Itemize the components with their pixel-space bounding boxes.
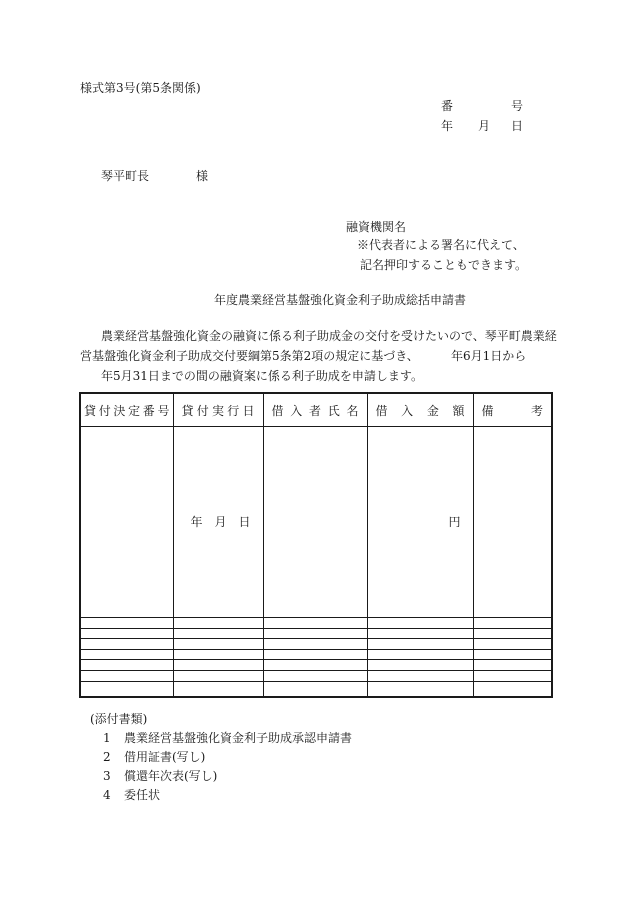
date-month-label: 月 <box>478 119 491 133</box>
attachment-number: 3 <box>103 769 111 783</box>
header-char: 額 <box>452 403 465 418</box>
form-number: 様式第3号(第5条関係) <box>80 81 201 95</box>
cell-execution-date[interactable] <box>173 617 263 628</box>
cell-decision-number[interactable] <box>80 681 173 697</box>
cell-execution-date[interactable] <box>173 660 263 671</box>
attachment-text: 農業経営基盤強化資金利子助成承認申請書 <box>124 731 353 745</box>
header-char: 者 <box>308 403 321 418</box>
cell-loan-amount[interactable] <box>367 427 473 618</box>
attachment-number: 2 <box>103 750 111 764</box>
table-row <box>80 670 552 681</box>
institution-label: 融資機関名 <box>346 220 407 234</box>
document-number-label: 番 <box>441 99 454 113</box>
header-char: 号 <box>157 403 170 418</box>
attachment-item <box>103 787 160 803</box>
header-char: 実 <box>211 403 224 418</box>
header-loan-decision-number <box>80 393 173 427</box>
header-char: 金 <box>426 403 439 418</box>
cell-decision-number[interactable] <box>80 670 173 681</box>
cell-remarks[interactable] <box>473 681 552 697</box>
cell-loan-amount[interactable] <box>367 649 473 660</box>
cell-execution-date[interactable] <box>173 649 263 660</box>
date-year-unit: 年 <box>190 515 203 530</box>
cell-remarks[interactable] <box>473 628 552 639</box>
table-row <box>80 660 552 671</box>
header-char: 日 <box>242 403 255 418</box>
table-row <box>80 628 552 639</box>
cell-borrower-name[interactable] <box>263 427 367 618</box>
attachment-text: 償還年次表(写し) <box>124 769 218 783</box>
cell-decision-number[interactable] <box>80 639 173 650</box>
attachment-number: 4 <box>103 788 111 802</box>
header-char: 名 <box>346 403 359 418</box>
cell-execution-date[interactable] <box>173 427 263 618</box>
cell-borrower-name[interactable] <box>263 660 367 671</box>
attachment-text: 委任状 <box>124 788 161 802</box>
header-char: 貸 <box>84 403 97 418</box>
cell-execution-date[interactable] <box>173 681 263 697</box>
header-char: 定 <box>128 403 141 418</box>
cell-decision-number[interactable] <box>80 649 173 660</box>
cell-decision-number[interactable] <box>80 628 173 639</box>
header-loan-execution-date <box>173 393 263 427</box>
cell-decision-number[interactable] <box>80 660 173 671</box>
cell-remarks[interactable] <box>473 670 552 681</box>
table-row <box>80 649 552 660</box>
cell-borrower-name[interactable] <box>263 617 367 628</box>
attachment-text: 借用証書(写し) <box>124 750 206 764</box>
table-row <box>80 427 552 618</box>
addressee-honorific: 様 <box>196 169 209 183</box>
signature-note-line2: 記名押印することもできます。 <box>360 258 528 272</box>
header-loan-amount <box>367 393 473 427</box>
body-line-3: 年5月31日までの間の融資案に係る利子助成を申請します。 <box>101 369 423 383</box>
header-char: 貸 <box>181 403 194 418</box>
application-table <box>79 392 553 698</box>
cell-execution-date[interactable] <box>173 639 263 650</box>
cell-decision-number[interactable] <box>80 427 173 618</box>
cell-loan-amount[interactable] <box>367 628 473 639</box>
header-char: 借 <box>271 403 284 418</box>
header-char: 付 <box>98 403 111 418</box>
cell-loan-amount[interactable] <box>367 639 473 650</box>
cell-execution-date[interactable] <box>173 670 263 681</box>
document-number-suffix: 号 <box>511 99 524 113</box>
cell-borrower-name[interactable] <box>263 649 367 660</box>
header-char: 借 <box>375 403 388 418</box>
table-row <box>80 639 552 650</box>
cell-remarks[interactable] <box>473 649 552 660</box>
header-char: 氏 <box>327 403 340 418</box>
cell-borrower-name[interactable] <box>263 681 367 697</box>
attachment-number: 1 <box>103 731 111 745</box>
header-char: 考 <box>530 403 543 418</box>
addressee-name: 琴平町長 <box>101 169 150 183</box>
date-year-label: 年 <box>441 119 454 133</box>
cell-borrower-name[interactable] <box>263 670 367 681</box>
table-header-row <box>80 393 552 427</box>
cell-decision-number[interactable] <box>80 617 173 628</box>
cell-remarks[interactable] <box>473 660 552 671</box>
signature-note-line1: ※代表者による署名に代えて、 <box>357 238 525 252</box>
cell-loan-amount[interactable] <box>367 617 473 628</box>
attachment-item <box>103 730 352 746</box>
cell-loan-amount[interactable] <box>367 670 473 681</box>
cell-remarks[interactable] <box>473 639 552 650</box>
body-line-1: 農業経営基盤強化資金の融資に係る利子助成金の交付を受けたいので、琴平町農業経 <box>101 329 557 343</box>
header-char: 行 <box>227 403 240 418</box>
header-char: 付 <box>196 403 209 418</box>
attachment-item <box>103 768 217 784</box>
header-char: 入 <box>290 403 303 418</box>
cell-execution-date[interactable] <box>173 628 263 639</box>
table-row <box>80 617 552 628</box>
date-month-unit: 月 <box>214 515 227 530</box>
header-char: 備 <box>481 403 494 418</box>
cell-borrower-name[interactable] <box>263 628 367 639</box>
document-title: 年度農業経営基盤強化資金利子助成総括申請書 <box>214 293 467 307</box>
date-day-unit: 日 <box>238 515 251 530</box>
cell-remarks[interactable] <box>473 617 552 628</box>
header-char: 入 <box>401 403 414 418</box>
cell-remarks[interactable] <box>473 427 552 618</box>
body-line-2-tail: 年6月1日から <box>451 349 527 363</box>
header-char: 決 <box>113 403 126 418</box>
attachments-title: (添付書類) <box>90 712 148 726</box>
date-day-label: 日 <box>511 119 524 133</box>
table-row <box>80 681 552 697</box>
header-borrower-name <box>263 393 367 427</box>
cell-borrower-name[interactable] <box>263 639 367 650</box>
yen-unit: 円 <box>448 515 461 530</box>
attachment-item <box>103 749 205 765</box>
header-char: 番 <box>142 403 155 418</box>
cell-loan-amount[interactable] <box>367 681 473 697</box>
cell-loan-amount[interactable] <box>367 660 473 671</box>
header-remarks <box>473 393 552 427</box>
body-line-2: 営基盤強化資金利子助成交付要綱第5条第2項の規定に基づき、 <box>80 349 419 363</box>
